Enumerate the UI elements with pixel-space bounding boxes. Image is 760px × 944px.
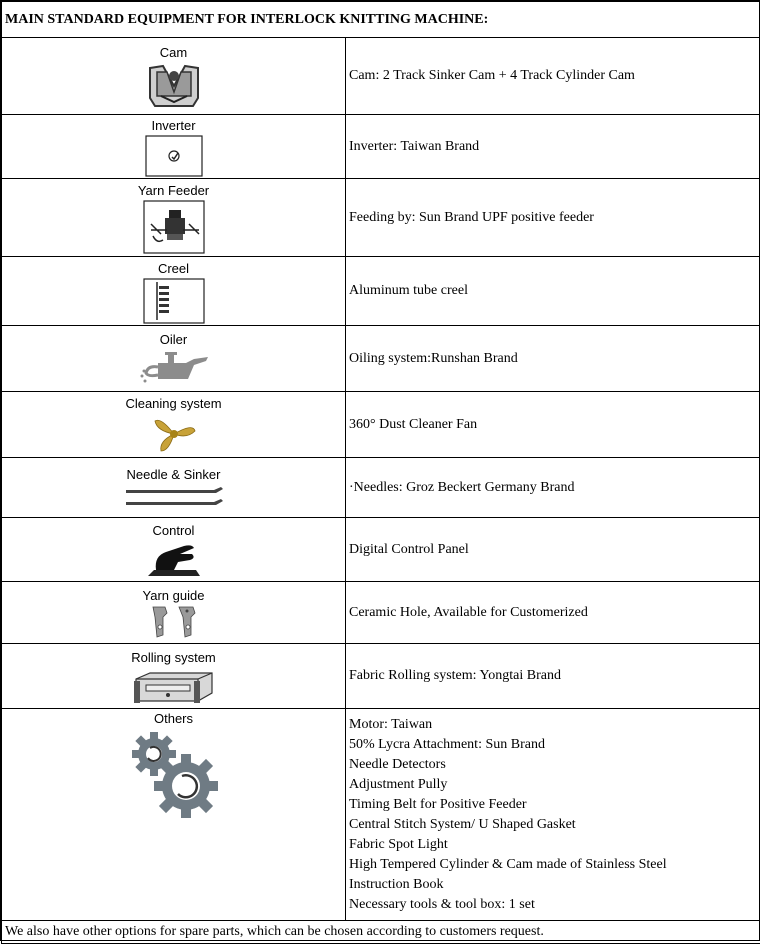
table-row: [2, 179, 760, 257]
list-item: Needle Detectors: [349, 755, 760, 775]
cam-icon: [147, 62, 201, 110]
item-label: Yarn Feeder: [2, 181, 345, 198]
table-row: [2, 458, 760, 518]
item-cell: [2, 257, 346, 326]
item-label: Rolling system: [2, 648, 345, 665]
equipment-table: [1, 1, 760, 944]
table-row: [2, 38, 760, 115]
table-row: [2, 582, 760, 644]
list-item: Motor: Taiwan: [349, 715, 760, 735]
needle-icon: [124, 484, 224, 510]
page-title: MAIN STANDARD EQUIPMENT FOR INTERLOCK KNITTING MACHINE:: [2, 2, 760, 38]
item-cell: [2, 458, 346, 518]
yarn-guide-icon: [149, 605, 199, 639]
item-label: Oiler: [2, 330, 345, 347]
table-row: [2, 257, 760, 326]
creel-icon: [143, 278, 205, 324]
list-item: Central Stitch System/ U Shaped Gasket: [349, 815, 760, 835]
description-cell: Inverter: Taiwan Brand: [346, 115, 760, 179]
description-cell: Feeding by: Sun Brand UPF positive feeder: [346, 179, 760, 257]
list-item: Instruction Book: [349, 875, 760, 895]
table-row: [2, 326, 760, 392]
description-cell: Fabric Rolling system: Yongtai Brand: [346, 644, 760, 709]
list-item: Necessary tools & tool box: 1 set: [349, 895, 760, 915]
yarn-feeder-icon: [143, 200, 205, 254]
item-label: Control: [2, 521, 345, 538]
description-cell: 360° Dust Cleaner Fan: [346, 392, 760, 458]
item-cell: [2, 582, 346, 644]
item-cell: [2, 644, 346, 709]
description-cell: ·Needles: Groz Beckert Germany Brand: [346, 458, 760, 518]
item-cell: [2, 518, 346, 582]
list-item: Fabric Spot Light: [349, 835, 760, 855]
others-list-cell: [346, 709, 760, 921]
footer-note: We also have other options for spare parts, which can be chosen according to customers request.: [2, 921, 760, 944]
description-cell: Digital Control Panel: [346, 518, 760, 582]
item-cell: [2, 326, 346, 392]
item-label: Cleaning system: [2, 394, 345, 411]
rolling-frame-icon: [132, 667, 216, 705]
description-cell: Ceramic Hole, Available for Customerized: [346, 582, 760, 644]
item-label: Others: [2, 709, 345, 726]
inverter-icon: [145, 135, 203, 177]
table-row: [2, 392, 760, 458]
fan-propeller-icon: [151, 413, 197, 455]
table-row: [2, 518, 760, 582]
hand-control-icon: [144, 540, 204, 578]
description-cell: Aluminum tube creel: [346, 257, 760, 326]
list-item: High Tempered Cylinder & Cam made of Stainless Steel: [349, 855, 760, 875]
list-item: Timing Belt for Positive Feeder: [349, 795, 760, 815]
table-row: [2, 644, 760, 709]
gears-icon: [128, 728, 220, 820]
description-cell: Oiling system:Runshan Brand: [346, 326, 760, 392]
footer-row: [2, 921, 760, 944]
item-label: Inverter: [2, 116, 345, 133]
table-row: [2, 709, 760, 921]
list-item: 50% Lycra Attachment: Sun Brand: [349, 735, 760, 755]
description-cell: Cam: 2 Track Sinker Cam + 4 Track Cylinder Cam: [346, 38, 760, 115]
item-cell: [2, 115, 346, 179]
oil-can-icon: [138, 349, 210, 387]
item-cell: [2, 38, 346, 115]
item-cell: [2, 179, 346, 257]
item-label: Cam: [2, 43, 345, 60]
item-label: Creel: [2, 259, 345, 276]
item-label: Yarn guide: [2, 586, 345, 603]
title-row: [2, 2, 760, 38]
item-cell: [2, 709, 346, 921]
list-item: Adjustment Pully: [349, 775, 760, 795]
item-cell: [2, 392, 346, 458]
table-row: [2, 115, 760, 179]
item-label: Needle & Sinker: [2, 465, 345, 482]
